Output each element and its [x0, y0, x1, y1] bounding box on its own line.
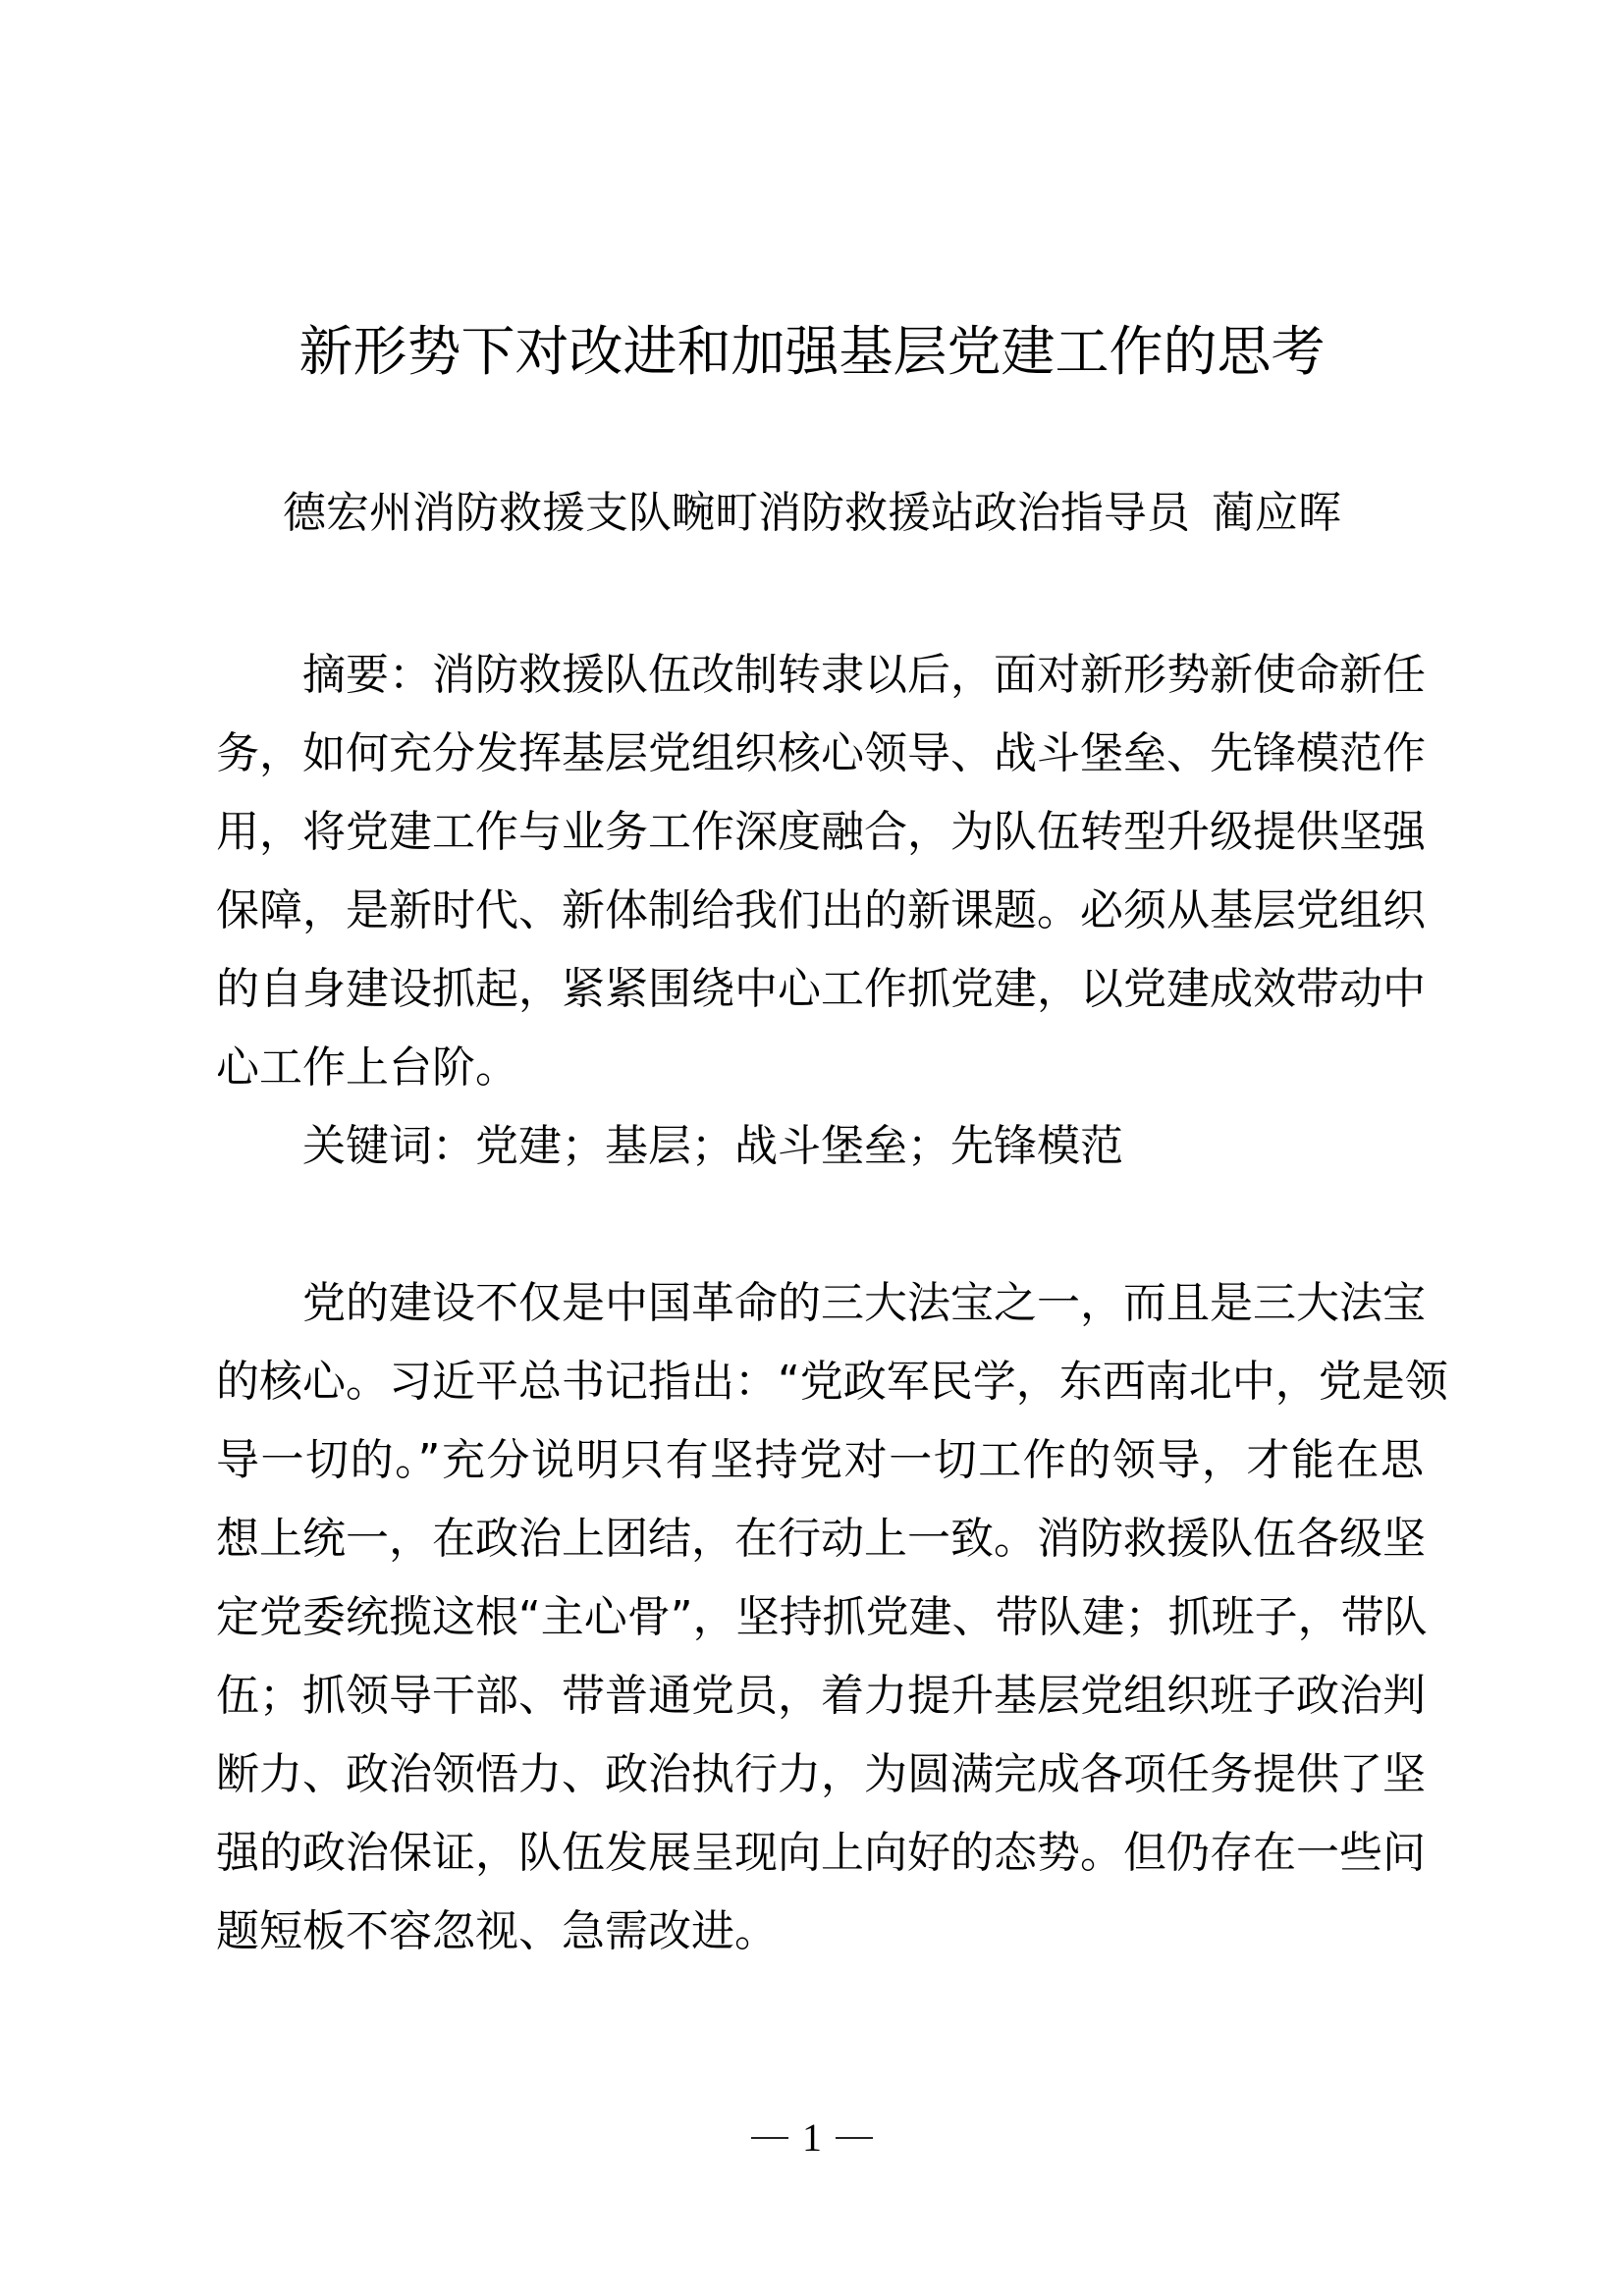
keywords-section — [216, 1107, 1424, 1186]
abstract-line: 务，如何充分发挥基层党组织核心领导、战斗堡垒、先锋模范作 — [216, 728, 1426, 778]
body-line: 强的政治保证，队伍发展呈现向上向好的态势。但仍存在一些问 — [216, 1828, 1426, 1878]
abstract-line: 摘要：消防救援队伍改制转隶以后，面对新形势新使命新任 — [302, 650, 1426, 700]
document-title: 新形势下对改进和加强基层党建工作的思考 — [298, 320, 1326, 383]
body-line: 导一切的。”充分说明只有坚持党对一切工作的领导，才能在思 — [216, 1435, 1424, 1485]
author-name: 蔺应晖 — [1212, 488, 1341, 538]
body-line: 断力、政治领悟力、政治执行力，为圆满完成各项任务提供了坚 — [216, 1749, 1426, 1799]
body-line: 想上统一，在政治上团结，在行动上一致。消防救援队伍各级坚 — [216, 1514, 1426, 1564]
body-paragraph — [216, 1264, 1448, 1971]
keywords-line: 关键词：党建；基层；战斗堡垒；先锋模范 — [302, 1121, 1123, 1171]
page-number-footer — [0, 2109, 1624, 2167]
author-line — [0, 479, 1624, 548]
body-line: 伍；抓领导干部、带普通党员，着力提升基层党组织班子政治判 — [216, 1671, 1426, 1721]
abstract-line: 的自身建设抓起，紧紧围绕中心工作抓党建，以党建成效带动中 — [216, 964, 1426, 1014]
body-line: 定党委统揽这根“主心骨”，坚持抓党建、带队建；抓班子，带队 — [216, 1592, 1428, 1642]
author-affiliation: 德宏州消防救援支队畹町消防救援站政治指导员 — [283, 488, 1190, 538]
abstract-line: 用，将党建工作与业务工作深度融合，为队伍转型升级提供坚强 — [216, 807, 1426, 857]
abstract-section — [216, 636, 1424, 1107]
body-line: 的核心。习近平总书记指出：“党政军民学，东西南北中，党是领 — [216, 1357, 1448, 1407]
body-line: 党的建设不仅是中国革命的三大法宝之一，而且是三大法宝 — [302, 1278, 1426, 1328]
dash-right-decoration — [836, 2137, 873, 2139]
page-number: 1 — [802, 2115, 822, 2160]
abstract-line: 心工作上台阶。 — [216, 1042, 518, 1093]
body-line: 题短板不容忽视、急需改进。 — [216, 1906, 778, 1956]
abstract-line: 保障，是新时代、新体制给我们出的新课题。必须从基层党组织 — [216, 885, 1426, 935]
dash-left-decoration — [751, 2137, 788, 2139]
